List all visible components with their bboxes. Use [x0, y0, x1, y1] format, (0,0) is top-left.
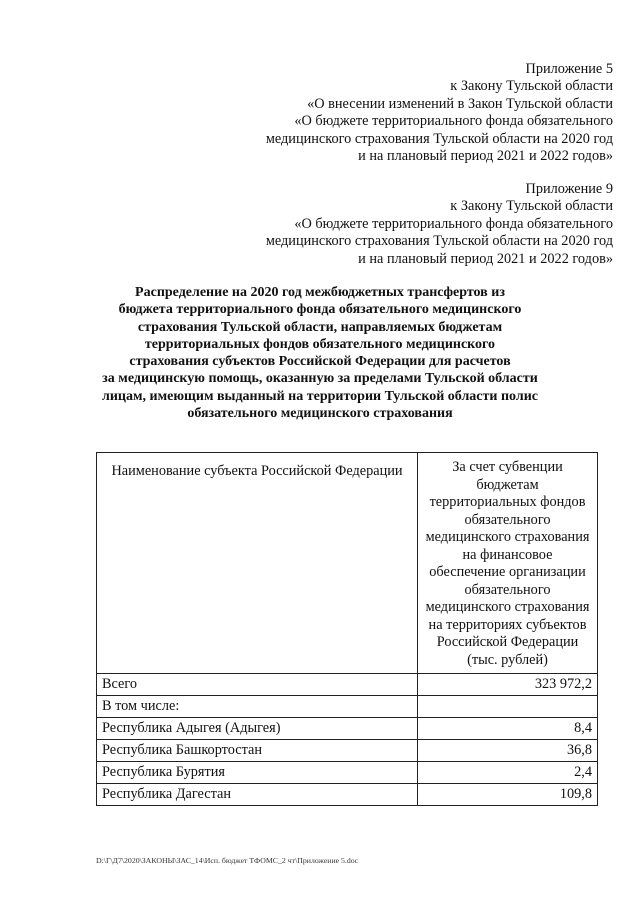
row-name: Всего [97, 674, 418, 696]
header-amount-line: на финансовое [462, 546, 553, 563]
table-header-row [97, 453, 598, 674]
row-value: 109,8 [418, 784, 598, 806]
header-amount-line: обязательного [464, 581, 551, 598]
row-name: Республика Бурятия [97, 762, 418, 784]
header-amount-line: медицинского страхования [425, 599, 590, 615]
row-name: Республика Башкортостан [97, 740, 418, 762]
title-line: страхования Тульской области, направляемых бюджетам [137, 319, 503, 335]
annex-line: «О бюджете территориального фонда обязательного [294, 113, 613, 130]
row-value: 323 972,2 [418, 674, 598, 696]
row-value: 8,4 [418, 718, 598, 740]
annex-line: и на плановый период 2021 и 2022 годов» [358, 250, 613, 267]
annex-current-header [266, 61, 613, 165]
header-amount-line: За счет субвенции [452, 459, 563, 475]
row-value: 2,4 [418, 762, 598, 784]
annex-line: Приложение 5 [525, 61, 613, 77]
header-subject-name: Наименование субъекта Российской Федерации [97, 453, 418, 674]
table-row [97, 718, 598, 740]
header-amount-line: медицинского страхования [425, 529, 590, 545]
header-amount [418, 453, 598, 674]
title-line: обязательного медицинского страхования [187, 406, 453, 422]
row-name: Республика Адыгея (Адыгея) [97, 718, 418, 740]
table-row [97, 696, 598, 718]
header-amount-line: на территориях субъектов [428, 616, 587, 633]
annex-line: медицинского страхования Тульской области на 2020 год [265, 233, 613, 250]
annex-line: к Закону Тульской области [450, 198, 613, 215]
row-value [418, 696, 598, 718]
title-line: территориальных фондов обязательного медицинского [144, 336, 496, 352]
file-path-footer: D:\Г\Д7\2020\ЗАКОНЫ\ЗАС_14\Исп. бюджет ТФОМС_2 чт\Приложение 5.doc [96, 856, 359, 865]
document-title [60, 284, 580, 422]
header-amount-line: Российской Федерации [436, 634, 579, 650]
table-row [97, 740, 598, 762]
table-row [97, 762, 598, 784]
title-line: Распределение на 2020 год межбюджетных трансфертов из [135, 285, 505, 300]
table-row [97, 784, 598, 806]
annex-line: «О внесении изменений в Закон Тульской области [307, 95, 613, 112]
header-amount-line: обязательного [464, 511, 551, 528]
header-amount-line: (тыс. рублей) [467, 651, 548, 668]
title-line: лицам, имеющим выданный на территории Тульской области полис [102, 388, 538, 404]
title-line: за медицинскую помощь, оказанную за пределами Тульской области [102, 371, 538, 387]
annex-line: медицинского страхования Тульской области на 2020 год [265, 130, 613, 147]
transfers-table [96, 452, 598, 806]
header-amount-line: обеспечение организации [429, 564, 586, 580]
row-value: 36,8 [418, 740, 598, 762]
row-name: Республика Дагестан [97, 784, 418, 806]
annex-line: к Закону Тульской области [450, 78, 613, 95]
annex-original-header [266, 181, 613, 268]
header-amount-line: территориальных фондов [429, 494, 586, 510]
header-amount-line: бюджетам [476, 476, 539, 493]
annex-line: Приложение 9 [525, 181, 613, 197]
table-row [97, 674, 598, 696]
annex-line: «О бюджете территориального фонда обязательного [294, 215, 613, 232]
title-line: бюджета территориального фонда обязательного медицинского [118, 302, 522, 318]
annex-line: и на плановый период 2021 и 2022 годов» [358, 148, 613, 165]
row-name: В том числе: [97, 696, 418, 718]
title-line: страхования субъектов Российской Федерации для расчетов [129, 354, 511, 370]
